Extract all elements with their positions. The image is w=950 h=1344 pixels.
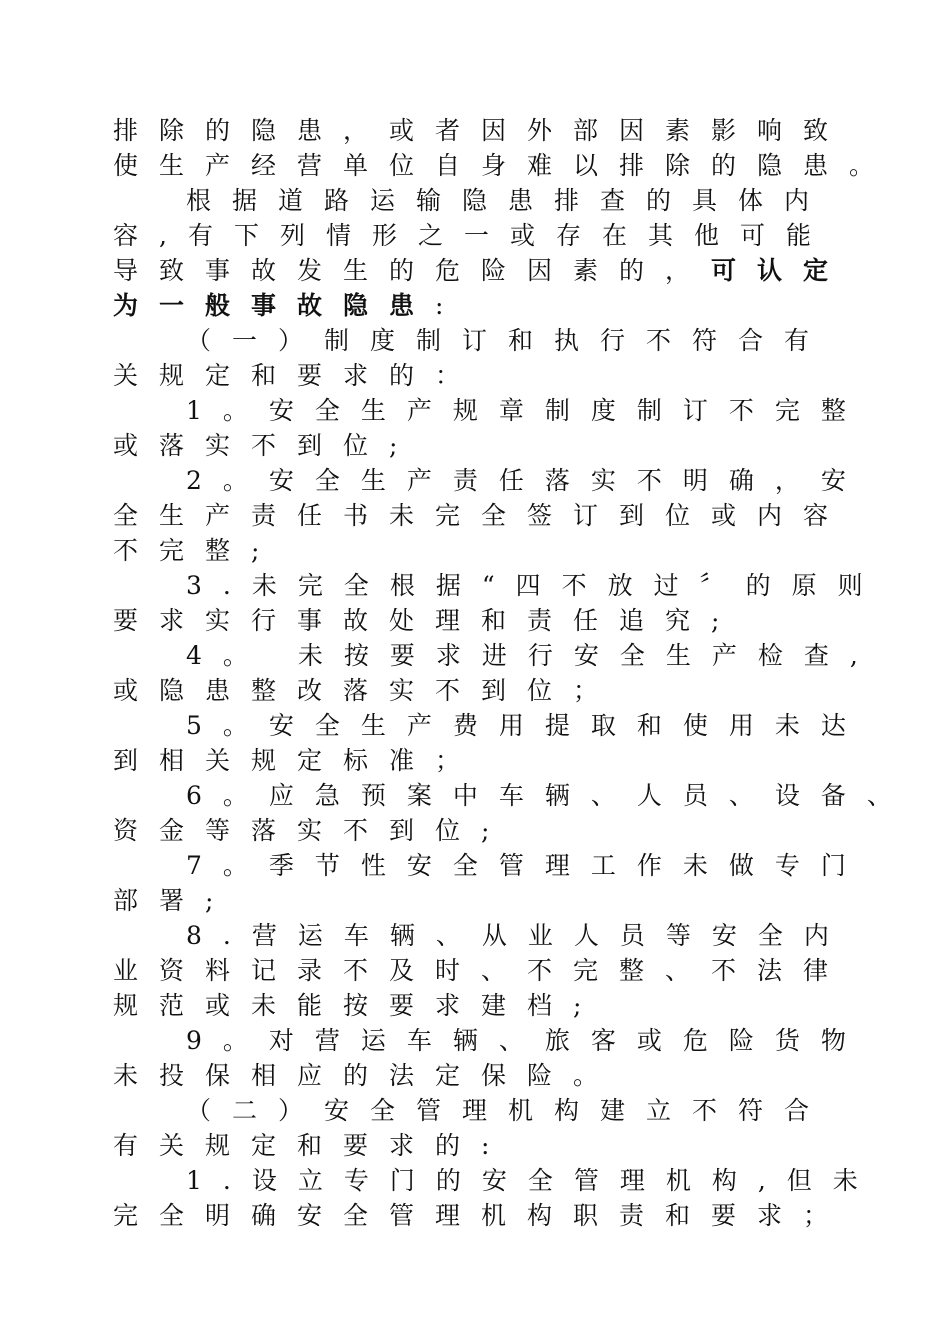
section-heading: （一）制度制订和执行不符合有 (186, 326, 831, 355)
list-item: 6。应急预案中车辆、人员、设备、 (186, 781, 913, 810)
list-item: 4。 未按要求进行安全生产检查, (186, 641, 879, 670)
text-line: 或落实不到位; (113, 431, 419, 460)
text-line: 全生产责任书未完全签订到位或内容 (113, 501, 850, 530)
text-line: 或隐患整改落实不到位； (113, 676, 620, 705)
list-item: 8.营运车辆、从业人员等安全内 (186, 921, 850, 950)
text-line: 使生产经营单位自身难以排除的隐患。 (113, 151, 896, 180)
bold-phrase: 可认定 (711, 256, 850, 285)
list-item: 5。安全生产费用提取和使用未达 (186, 711, 867, 740)
text-line: 未投保相应的法定保险。 (113, 1061, 620, 1090)
bold-phrase: 为一般事故隐患 (113, 291, 436, 320)
text-line: 导致事故发生的危险因素的，可认定 (113, 256, 850, 285)
text-line: 排除的隐患，或者因外部因素影响致 (113, 116, 850, 145)
text-line: 为一般事故隐患: (113, 291, 465, 320)
text-line: 到相关规定标准； (113, 746, 482, 775)
list-item: 1。安全生产规章制度制订不完整 (186, 396, 867, 425)
text-line: 关规定和要求的： (113, 361, 482, 390)
list-item: 1.设立专门的安全管理机构,但未 (186, 1166, 879, 1195)
list-item: 9。对营运车辆、旅客或危险货物 (186, 1026, 867, 1055)
list-item: 3.未完全根据“四不放过〞的原则 (186, 571, 884, 600)
text-line: 业资料记录不及时、不完整、不法律 (113, 956, 850, 985)
text-line: 资金等落实不到位; (113, 816, 511, 845)
text-line: 容,有下列情形之一或存在其他可能 (113, 221, 832, 250)
list-item: 7。季节性安全管理工作未做专门 (186, 851, 867, 880)
text-line: 规范或未能按要求建档; (113, 991, 603, 1020)
text-line: 要求实行事故处理和责任追究; (113, 606, 741, 635)
text-line: 完全明确安全管理机构职责和要求； (113, 1201, 850, 1230)
text-line: 部署; (113, 886, 235, 915)
paragraph-first-line: 根据道路运输隐患排查的具体内 (186, 186, 831, 215)
text-line: 不完整; (113, 536, 281, 565)
text-line: 有关规定和要求的: (113, 1131, 511, 1160)
list-item: 2。安全生产责任落实不明确，安 (186, 466, 867, 495)
section-heading: （二）安全管理机构建立不符合 (186, 1096, 831, 1125)
